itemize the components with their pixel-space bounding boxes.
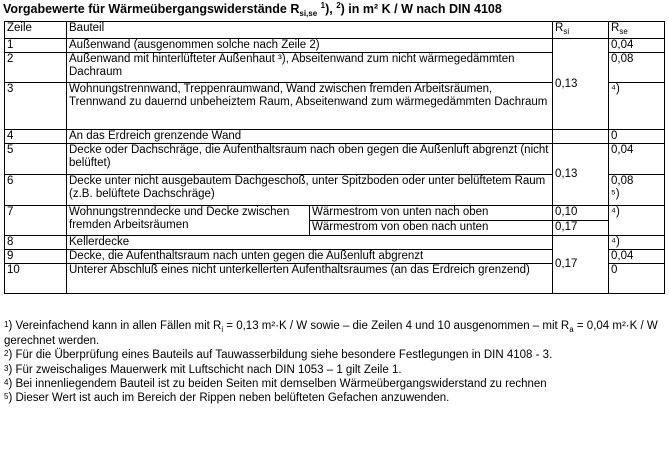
rse-value: ⁴) [609, 206, 665, 236]
footnote-1: $^1$) Vereinfachend kann in allen Fällen mit $R_i = 0,13$ m²·K / W sowie – die Zeilen 4 und 10 ausgenommen – mit $R_a = 0,04$ m²·K / W gerechnet werden. [4, 320, 658, 348]
row-number: 2 [5, 53, 67, 83]
rsi-value: 0,17 [553, 236, 609, 294]
row-number: 5 [5, 144, 67, 175]
footnotes [4, 319, 664, 405]
row-number: 6 [5, 175, 67, 206]
rsi-value: 0,13 [553, 39, 609, 130]
rse-value: 0,04 [609, 144, 665, 175]
table-row [5, 144, 665, 175]
table-row [5, 206, 665, 221]
row-subcase: Wärmestrom von unten nach oben [310, 206, 553, 221]
rsi-value: 0,13 [553, 144, 609, 206]
row-bauteil: Unterer Abschluß eines nicht unterkellerten Aufenthaltsraumes (an das Erdreich grenzend) [67, 264, 553, 294]
row-bauteil: Decke unter nicht ausgebautem Dachgeschoß, unter Spitzboden oder unter belüftetem Raum (z.B. belüftete Dachschräge) [67, 175, 553, 206]
table-row [5, 39, 665, 53]
row-number: 10 [5, 264, 67, 294]
rse-value: 0 [609, 130, 665, 144]
footnote-2: $^2$) Für die Überprüfung eines Bauteils auf Tauwasserbildung siehe besondere Festlegungen in DIN 4108 - 3. [4, 349, 553, 362]
row-bauteil: An das Erdreich grenzende Wand [67, 130, 553, 144]
footnote-3: $^3$) Für zweischaliges Mauerwerk mit Luftschicht nach DIN 1053 – 1 gilt Zeile 1. [4, 363, 402, 376]
row-number: 7 [5, 206, 67, 236]
table-title: Vorgabewerte für Wärmeübergangswiderstände $R_{si,se}$ $^1$), $^2$) in m² K / W nach DIN 4108 [3, 1, 502, 18]
row-subcase: Wärmestrom von oben nach unten [310, 221, 553, 236]
row-bauteil: Außenwand (ausgenommen solche nach Zeile 2) [67, 39, 553, 53]
rse-value: ⁴) [609, 83, 665, 130]
row-bauteil: Außenwand mit hinterlüfteter Außenhaut ³), Abseitenwand zum nicht wärmegedämmten Dachraum [67, 53, 553, 83]
rse-value: ⁴) [609, 236, 665, 250]
row-bauteil: Decke, die Aufenthaltsraum nach unten gegen die Außenluft abgrenzt [67, 250, 553, 264]
row-number: 1 [5, 39, 67, 53]
footnote-4: $^4$) Bei innenliegendem Bauteil ist zu beiden Seiten mit demselben Wärmeübergangswiderstand zu rechnen [4, 377, 547, 390]
row-bauteil: Decke oder Dachschräge, die Aufenthaltsraum nach oben gegen die Außenluft abgrenzt (nicht belüftet) [67, 144, 553, 175]
header-rsi: $R_{si}$ [553, 22, 609, 39]
rse-value: 0,08 [609, 53, 665, 83]
rse-value: 0,04 [609, 39, 665, 53]
rsi-blank [553, 130, 609, 144]
rse-value: 0,08 ⁵) [609, 175, 665, 206]
row-number: 9 [5, 250, 67, 264]
rsi-value: 0,17 [553, 221, 609, 236]
table-row [5, 236, 665, 250]
row-bauteil: Kellerdecke [67, 236, 553, 250]
row-number: 4 [5, 130, 67, 144]
table-row [5, 130, 665, 144]
row-number: 3 [5, 83, 67, 130]
rsi-value: 0,10 [553, 206, 609, 221]
rse-value: 0,04 [609, 250, 665, 264]
header-row [5, 22, 665, 39]
header-rse: $R_{se}$ [609, 22, 665, 39]
row-bauteil: Wohnungstrenndecke und Decke zwischen fremden Arbeitsräumen [67, 206, 310, 236]
resistance-table [4, 21, 665, 294]
footnote-5: $^5$) Dieser Wert ist auch im Bereich der Rippen neben belüfteten Gefachen anzuwenden. [4, 392, 450, 405]
header-bauteil: Bauteil [67, 22, 553, 39]
rse-value: 0 [609, 264, 665, 294]
row-bauteil: Wohnungstrennwand, Treppenraumwand, Wand zwischen fremden Arbeitsräumen, Trennwand zu dauernd unbeheiztem Raum, Abseitenwand zum wärmegedämmten Dachraum [67, 83, 553, 130]
header-zeile: Zeile [5, 22, 67, 39]
row-number: 8 [5, 236, 67, 250]
